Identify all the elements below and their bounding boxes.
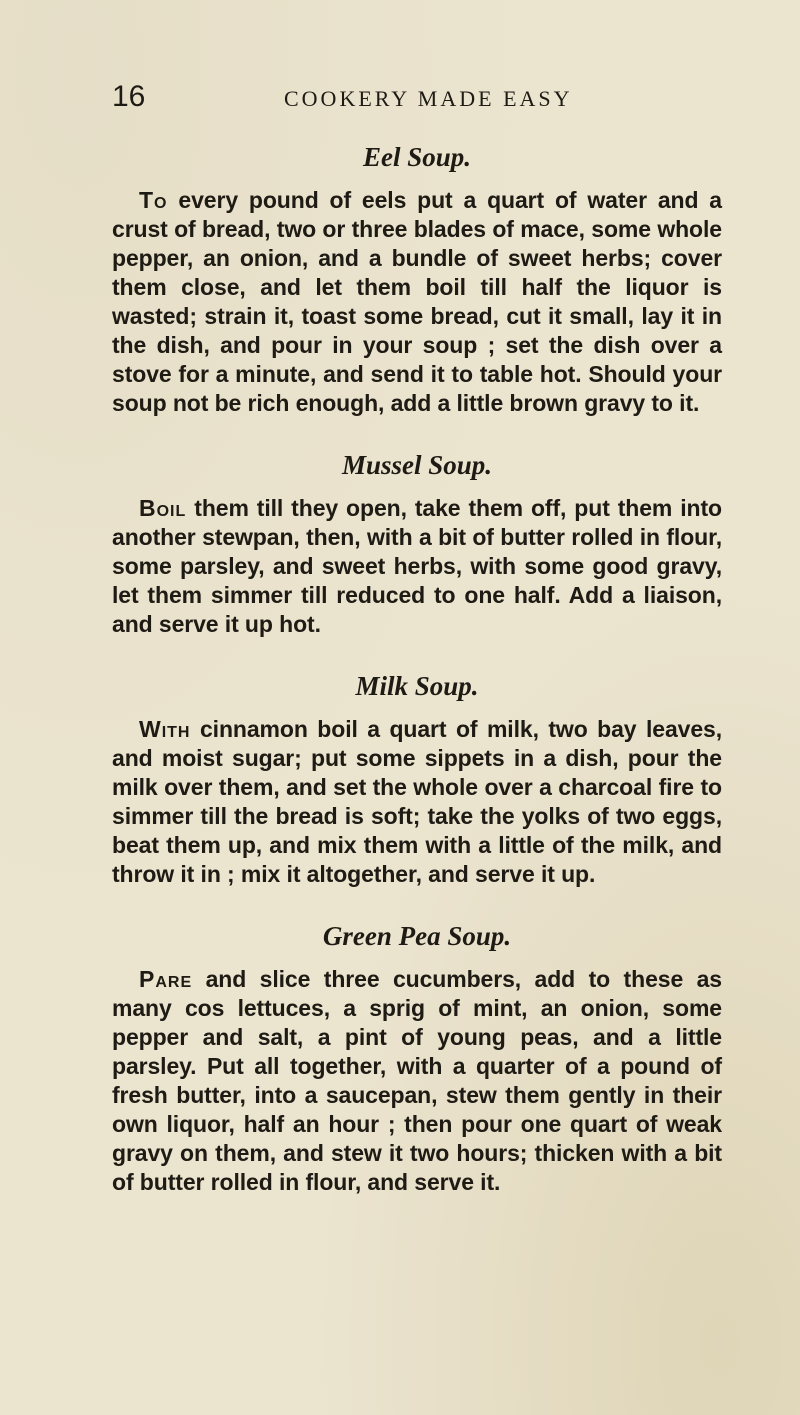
running-head <box>112 80 732 120</box>
recipe-title: Milk Soup. <box>355 671 479 701</box>
recipe-text: cinnamon boil a quart of milk, two bay leaves, and moist sugar; put some sippets in a dish, pour the milk over them, and set the whole over a charcoal fire to simmer till the bread is soft; take the yolks of two eggs, beat them up, and mix them with a little of the milk, and throw it in ; mix it altogether, and serve it up. <box>112 716 722 887</box>
running-title: COOKERY MADE EASY <box>284 86 573 111</box>
recipe-mussel-soup <box>112 448 722 639</box>
recipe-text: and slice three cucumbers, add to these as many cos lettuces, a sprig of mint, an onion, some pepper and salt, a pint of young peas, and a little parsley. Put all together, with a quarter of a pound of fresh butter, into a saucepan, stew them gently in their own liquor, half an hour ; then pour one quart of weak gravy on them, and stew it two hours; thicken with a bit of butter rolled in flour, and serve it. <box>112 966 722 1195</box>
recipe-lead-word: Boil <box>139 495 187 521</box>
recipe-body <box>112 715 722 889</box>
recipe-lead-word: With <box>139 716 191 742</box>
recipe-body <box>112 494 722 639</box>
page-content <box>112 140 722 1227</box>
page-number: 16 <box>112 80 146 113</box>
recipe-eel-soup <box>112 140 722 418</box>
recipe-green-pea-soup <box>112 919 722 1197</box>
recipe-lead-word: Pare <box>139 966 193 992</box>
recipe-title: Eel Soup. <box>362 142 472 172</box>
recipe-text: every pound of eels put a quart of water and a crust of bread, two or three blades of mace, some whole pepper, an onion, and a bundle of sweet herbs; cover them close, and let them boil till half the liquor is wasted; strain it, toast some bread, cut it small, lay it in the dish, and pour in your soup ; set the dish over a stove for a minute, and send it to table hot. Should your soup not be rich enough, add a little brown gravy to it. <box>112 187 722 416</box>
recipe-body <box>112 186 722 418</box>
recipe-title: Green Pea Soup. <box>322 921 512 951</box>
recipe-lead-word: To <box>139 187 168 213</box>
recipe-milk-soup <box>112 669 722 889</box>
recipe-text: them till they open, take them off, put them into another stewpan, then, with a bit of butter rolled in flour, some parsley, and sweet herbs, with some good gravy, let them simmer till reduced to one half. Add a liaison, and serve it up hot. <box>112 495 722 637</box>
recipe-body <box>112 965 722 1197</box>
recipe-title: Mussel Soup. <box>341 450 493 480</box>
